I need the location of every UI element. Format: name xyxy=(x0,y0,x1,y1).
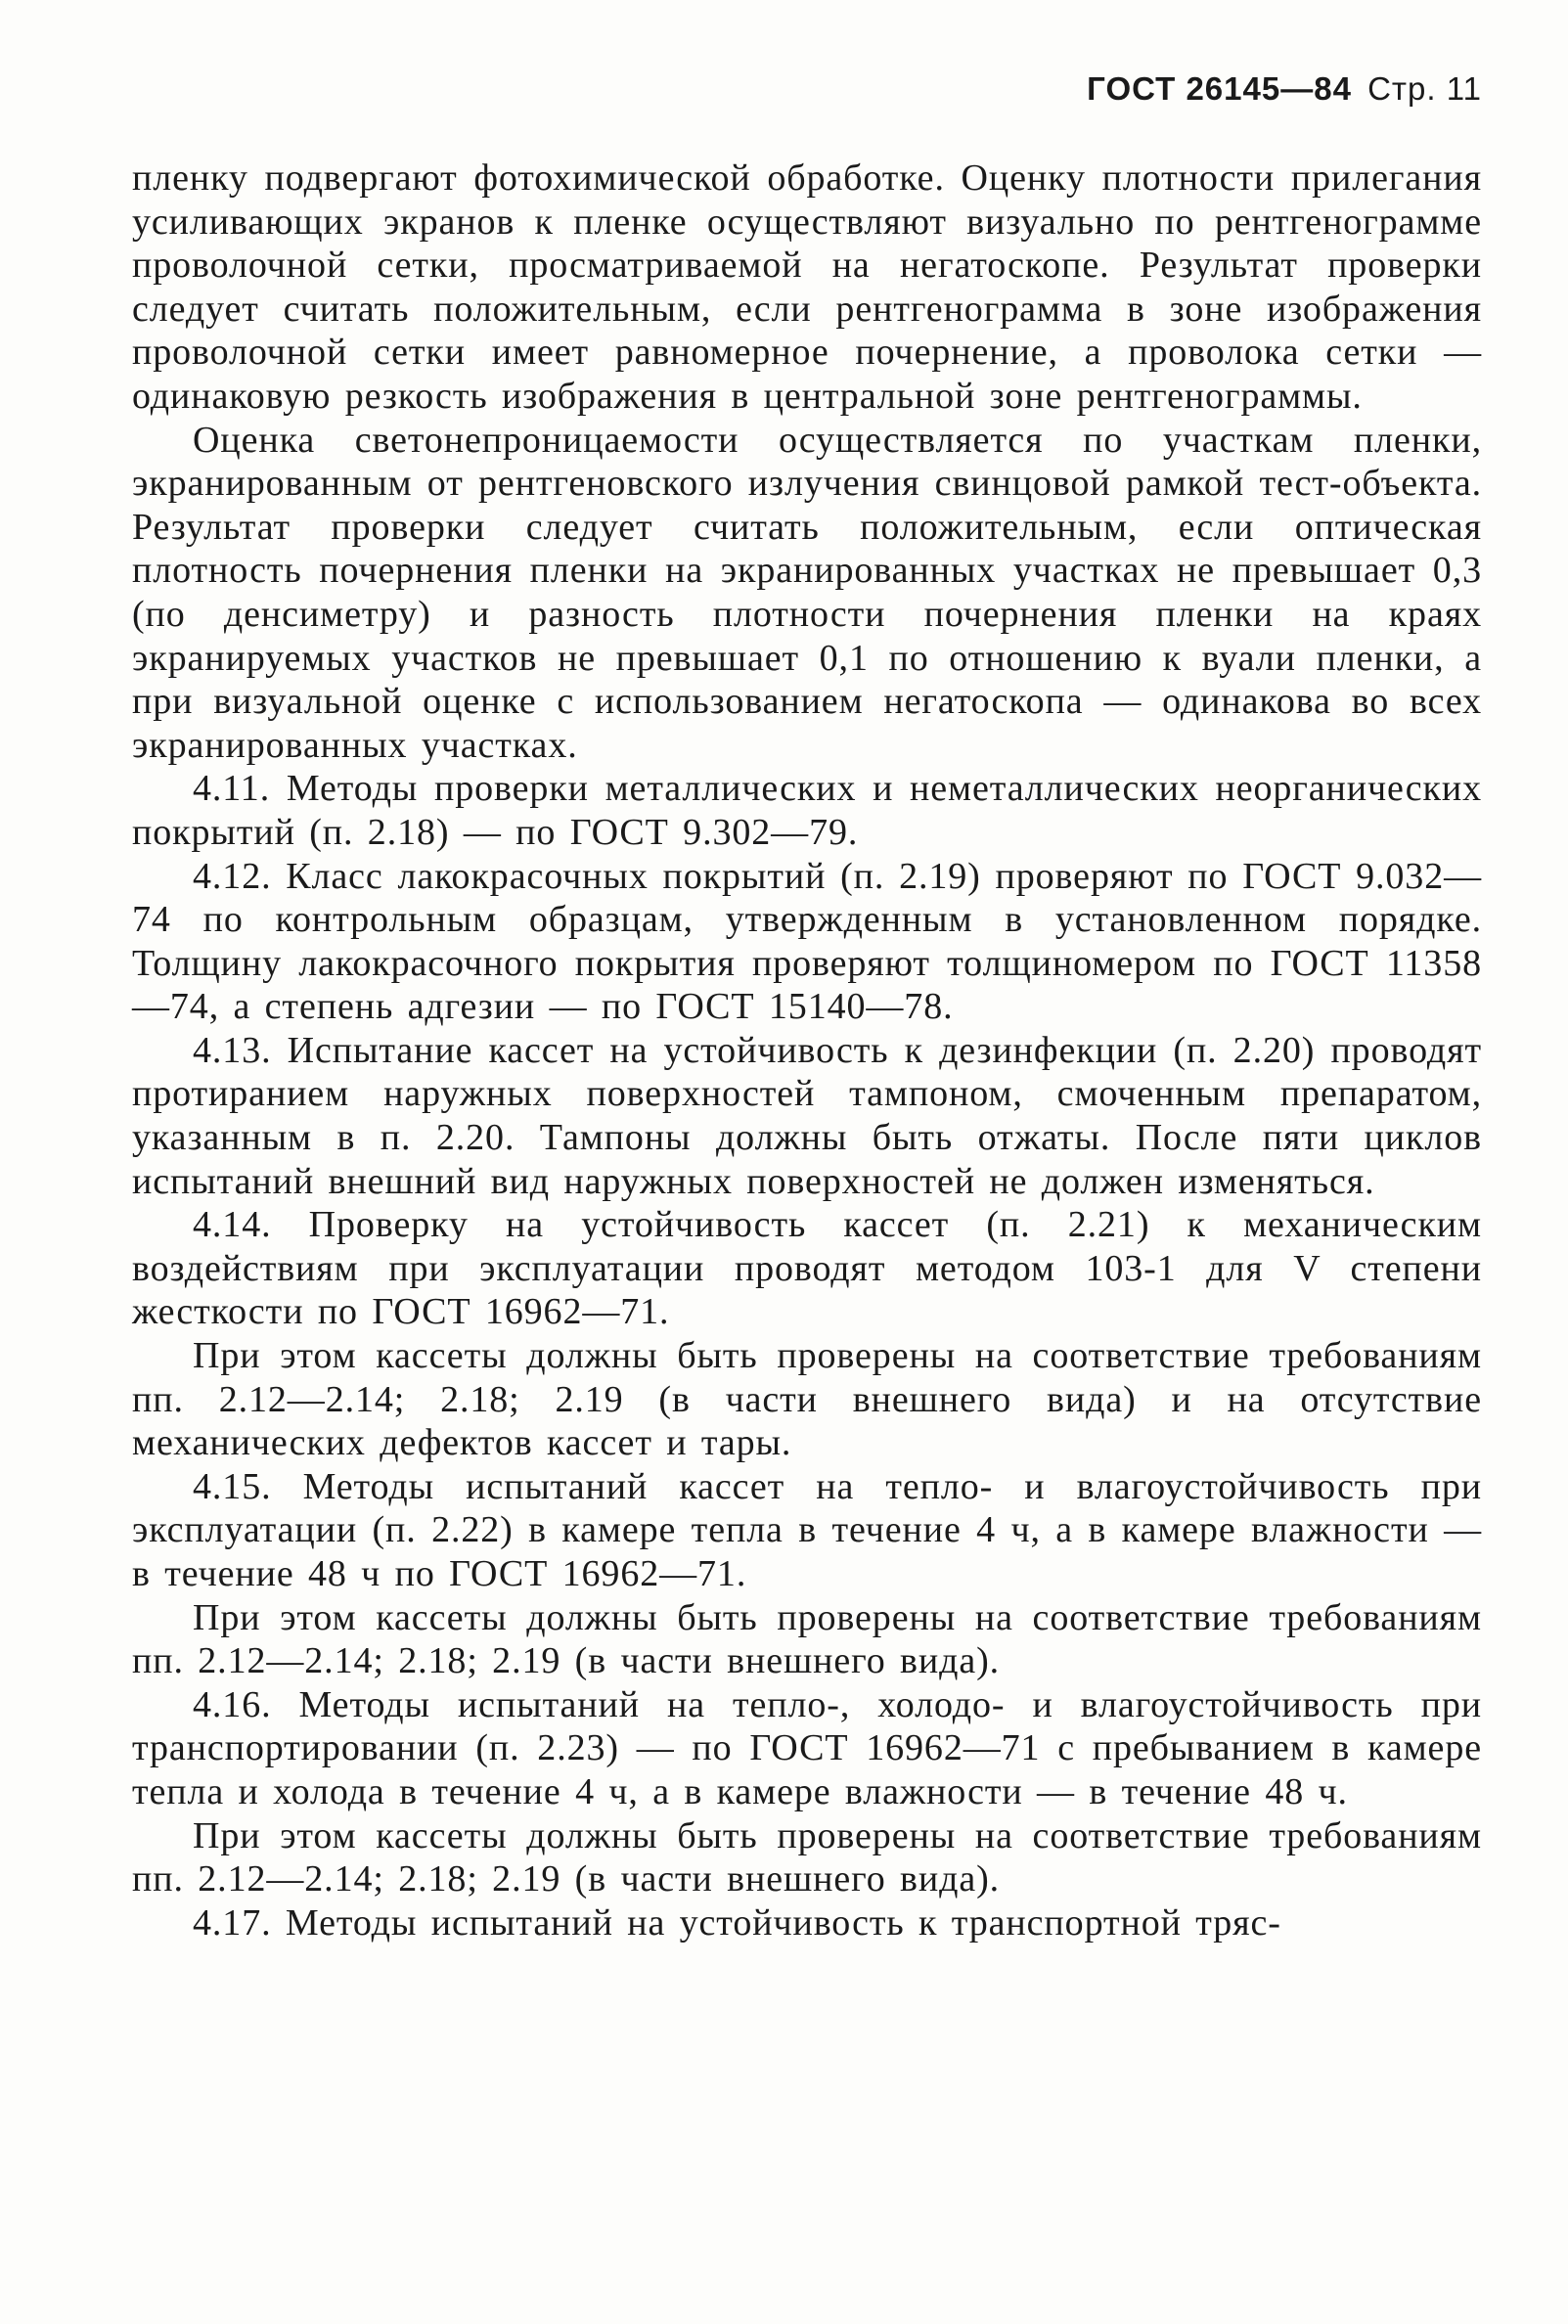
paragraph-4-12: 4.12. Класс лакокрасочных покрытий (п. 2.19) проверяют по ГОСТ 9.032—74 по контрольным образцам, утвержденным в установленном порядке. Толщину лакокрасочного покрытия проверяют толщиномером по ГОСТ 11358—74, а степень адгезии — по ГОСТ 15140—78. xyxy=(132,855,1482,1028)
paragraph-4-14-note: При этом кассеты должны быть проверены на соответствие требованиям пп. 2.12—2.14; 2.18; 2.19 (в части внешнего вида) и на отсутствие механических дефектов кассет и тары. xyxy=(132,1335,1482,1464)
paragraph-continuation: пленку подвергают фотохимической обработке. Оценку плотности прилегания усиливающих экранов к пленке осуществляют визуально по рентгенограмме проволочной сетки, просматриваемой на негатоскопе. Результат проверки следует считать положительным, если рентгенограмма в зоне изображения проволочной сетки имеет равномерное почернение, а проволока сетки — одинаковую резкость изображения в центральной зоне рентгенограммы. xyxy=(132,157,1482,417)
paragraph-4-16-note: При этом кассеты должны быть проверены на соответствие требованиям пп. 2.12—2.14; 2.18; 2.19 (в части внешнего вида). xyxy=(132,1814,1482,1900)
paragraph-light-tightness: Оценка светонепроницаемости осуществляется по участкам пленки, экранированным от рентгеновского излучения свинцовой рамкой тест-объекта. Результат проверки следует считать положительным, если оптическая плотность почернения пленки на экранированных участках не превышает 0,3 (по денсиметру) и разность плотности почернения пленки на краях экранируемых участков не превышает 0,1 по отношению к вуали пленки, а при визуальной оценке с использованием негатоскопа — одинакова во всех экранированных участках. xyxy=(132,419,1482,766)
body-text xyxy=(132,156,1482,1944)
standard-number: ГОСТ 26145—84 xyxy=(1087,70,1352,107)
paragraph-4-17: 4.17. Методы испытаний на устойчивость к транспортной тряс- xyxy=(193,1901,1281,1944)
page-header xyxy=(1087,70,1482,108)
paragraph-4-11: 4.11. Методы проверки металлических и неметаллических неорганических покрытий (п. 2.18) — по ГОСТ 9.302—79. xyxy=(132,768,1482,853)
paragraph-4-13: 4.13. Испытание кассет на устойчивость к дезинфекции (п. 2.20) проводят протиранием наружных поверхностей тампоном, смоченным препаратом, указанным в п. 2.20. Тампоны должны быть отжаты. После пяти циклов испытаний внешний вид наружных поверхностей не должен изменяться. xyxy=(132,1029,1482,1202)
paragraph-4-16: 4.16. Методы испытаний на тепло-, холодо- и влагоустойчивость при транспортировании (п. 2.23) — по ГОСТ 16962—71 с пребыванием в камере тепла и холода в течение 4 ч, а в камере влажности — в течение 48 ч. xyxy=(132,1683,1482,1812)
paragraph-4-14: 4.14. Проверку на устойчивость кассет (п. 2.21) к механическим воздействиям при эксплуатации проводят методом 103-1 для V степени жесткости по ГОСТ 16962—71. xyxy=(132,1204,1482,1333)
page-number: Стр. 11 xyxy=(1367,70,1482,107)
paragraph-4-15: 4.15. Методы испытаний кассет на тепло- и влагоустойчивость при эксплуатации (п. 2.22) в камере тепла в течение 4 ч, а в камере влажности — в течение 48 ч по ГОСТ 16962—71. xyxy=(132,1465,1482,1594)
paragraph-4-15-note: При этом кассеты должны быть проверены на соответствие требованиям пп. 2.12—2.14; 2.18; 2.19 (в части внешнего вида). xyxy=(132,1596,1482,1682)
